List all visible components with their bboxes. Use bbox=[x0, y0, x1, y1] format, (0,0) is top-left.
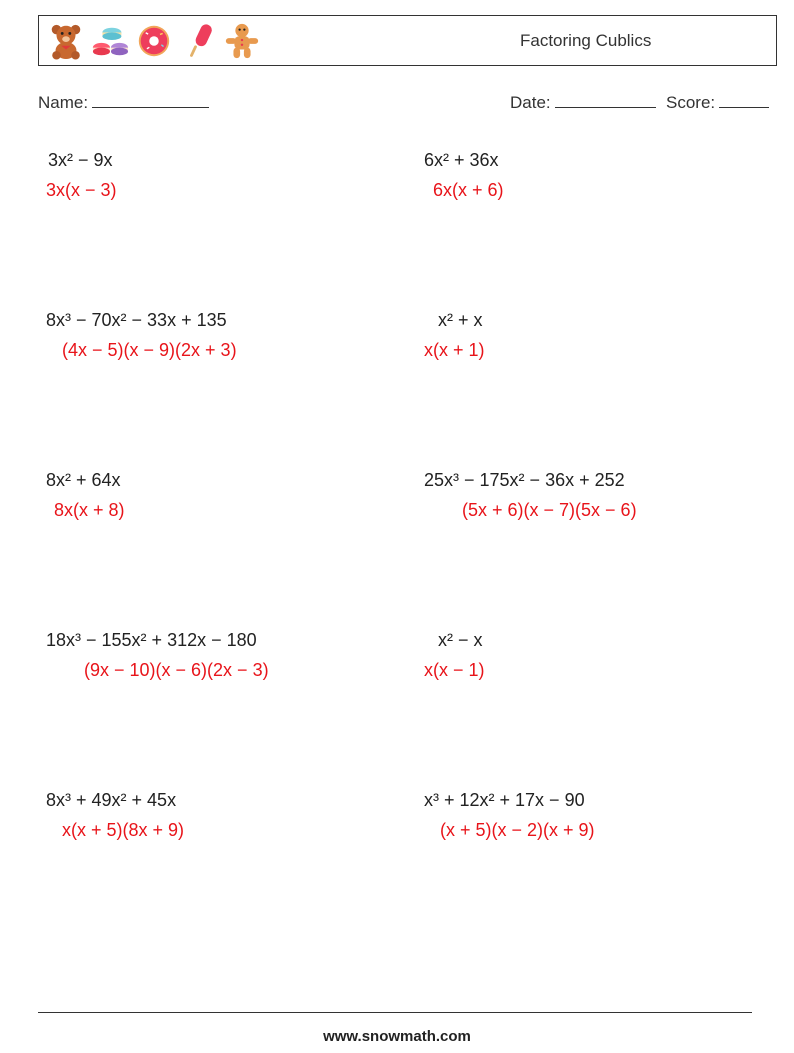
date-blank[interactable] bbox=[555, 93, 656, 108]
answer-3: (4x − 5)(x − 9)(2x + 3) bbox=[62, 340, 237, 360]
teddy-bear-icon bbox=[47, 21, 85, 61]
footer-divider bbox=[38, 1012, 752, 1013]
answer-8: x(x − 1) bbox=[424, 660, 485, 680]
problem-1: 3x² − 9x bbox=[48, 150, 113, 170]
date-label: Date: bbox=[510, 93, 551, 112]
answer-6: (5x + 6)(x − 7)(5x − 6) bbox=[462, 500, 637, 520]
score-label: Score: bbox=[666, 93, 716, 112]
gingerbread-man-icon bbox=[223, 21, 261, 61]
name-blank[interactable] bbox=[92, 93, 209, 108]
name-field[interactable] bbox=[38, 93, 209, 113]
header-icons bbox=[47, 21, 261, 61]
problem-10: x³ + 12x² + 17x − 90 bbox=[424, 790, 585, 810]
problem-2: 6x² + 36x bbox=[424, 150, 499, 170]
worksheet-title: Factoring Cublics bbox=[520, 31, 652, 50]
name-label: Name: bbox=[38, 93, 89, 112]
problem-5: 8x² + 64x bbox=[46, 470, 121, 490]
answer-2: 6x(x + 6) bbox=[433, 180, 504, 200]
answer-9: x(x + 5)(8x + 9) bbox=[62, 820, 185, 840]
score-field[interactable] bbox=[666, 93, 769, 113]
worksheet-header bbox=[38, 15, 777, 66]
problem-9: 8x³ + 49x² + 45x bbox=[46, 790, 177, 810]
problem-8: x² − x bbox=[438, 630, 483, 650]
problem-3: 8x³ − 70x² − 33x + 135 bbox=[46, 310, 227, 330]
footer-url[interactable]: www.snowmath.com bbox=[323, 1028, 471, 1045]
answer-10: (x + 5)(x − 2)(x + 9) bbox=[440, 820, 595, 840]
donut-icon bbox=[135, 21, 173, 61]
problem-4: x² + x bbox=[438, 310, 483, 330]
problem-6: 25x³ − 175x² − 36x + 252 bbox=[424, 470, 625, 490]
answer-7: (9x − 10)(x − 6)(2x − 3) bbox=[84, 660, 269, 680]
answer-1: 3x(x − 3) bbox=[46, 180, 117, 200]
problem-7: 18x³ − 155x² + 312x − 180 bbox=[46, 630, 257, 650]
date-field[interactable] bbox=[510, 93, 656, 113]
macarons-icon bbox=[91, 21, 129, 61]
score-blank[interactable] bbox=[719, 93, 769, 108]
answer-5: 8x(x + 8) bbox=[54, 500, 125, 520]
popsicle-icon bbox=[179, 21, 217, 61]
answer-4: x(x + 1) bbox=[424, 340, 485, 360]
